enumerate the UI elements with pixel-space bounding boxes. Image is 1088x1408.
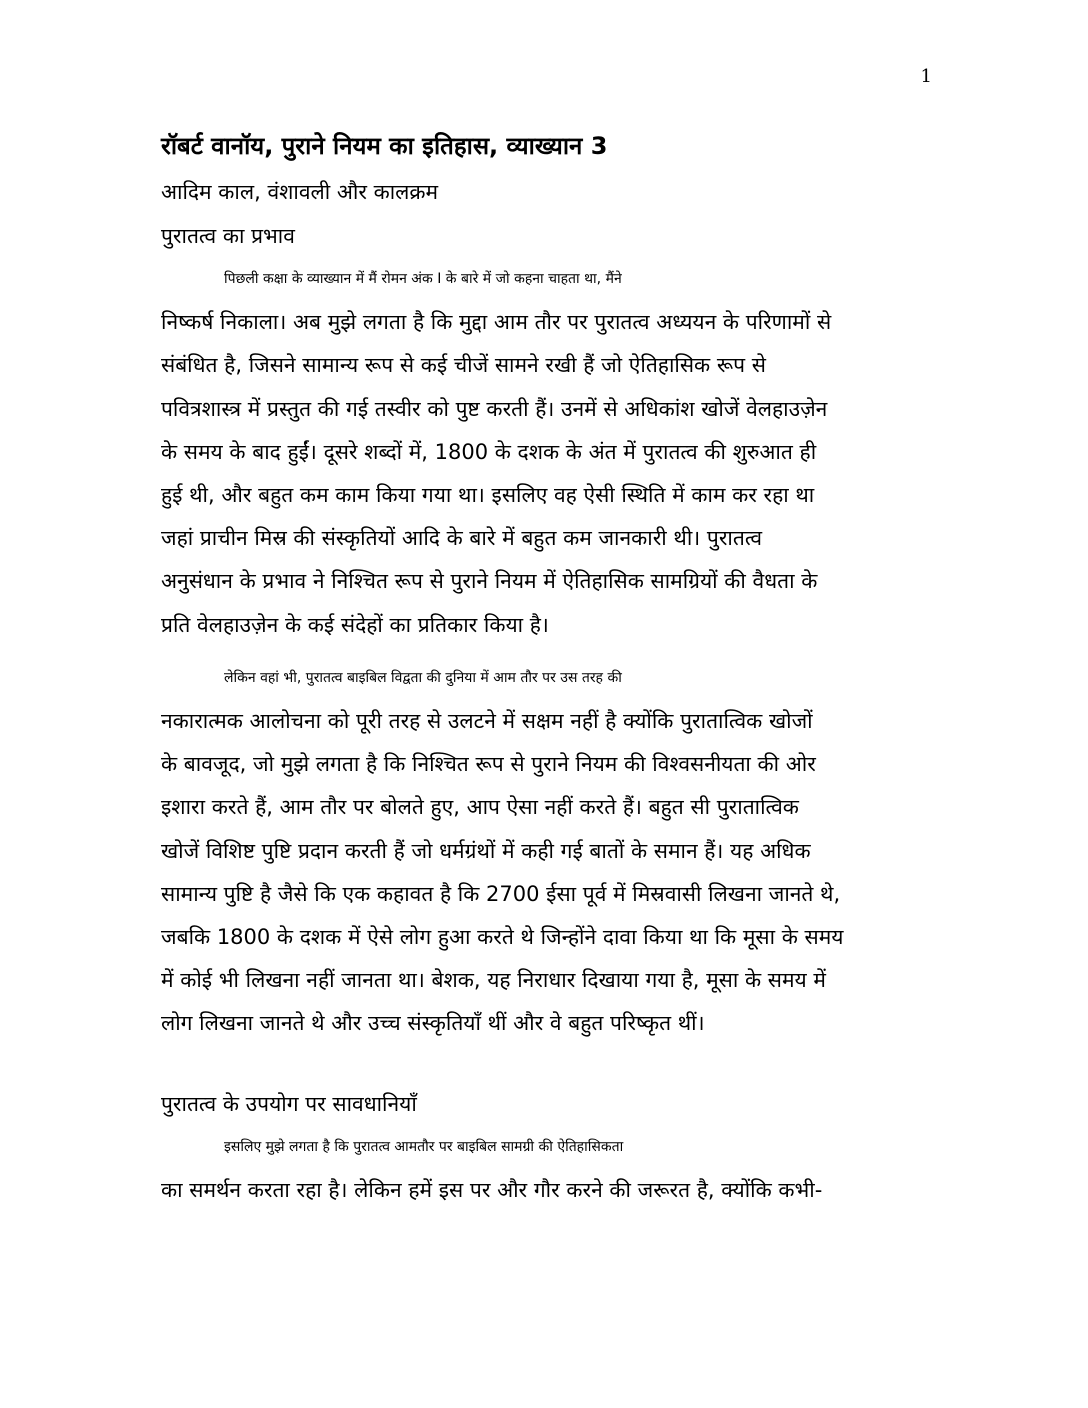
page-number: 1	[920, 66, 932, 87]
paragraph-line: पिछली कक्षा के व्याख्यान में मैं रोमन अंक I के बारे में जो कहना चाहता था, मैंने	[224, 271, 622, 287]
section-heading-cautions: पुरातत्व के उपयोग पर सावधानियाँ	[161, 1091, 417, 1116]
paragraph-line: इशारा करते हैं, आम तौर पर बोलते हुए, आप ऐसा नहीं करते हैं। बहुत सी पुरातात्विक	[161, 795, 799, 820]
paragraph-line: इसलिए मुझे लगता है कि पुरातत्व आमतौर पर बाइबिल सामग्री की ऐतिहासिकता	[224, 1138, 624, 1155]
paragraph-1	[161, 258, 931, 647]
paragraph-line: अनुसंधान के प्रभाव ने निश्चित रूप से पुराने नियम में ऐतिहासिक सामग्रियों की वैधता के	[161, 569, 818, 594]
paragraph-line: खोजें विशिष्ट पुष्टि प्रदान करती हैं जो धर्मग्रंथों में कही गई बातों के समान हैं। यह अधिक	[161, 838, 811, 863]
paragraph-line: निष्कर्ष निकाला। अब मुझे लगता है कि मुद्दा आम तौर पर पुरातत्व अध्ययन के परिणामों से	[161, 310, 832, 335]
paragraph-line: लोग लिखना जानते थे और उच्च संस्कृतियाँ थीं और वे बहुत परिष्कृत थीं।	[161, 1011, 705, 1036]
document-body	[161, 122, 931, 1212]
paragraph-line: लेकिन वहां भी, पुरातत्व बाइबिल विद्वता की दुनिया में आम तौर पर उस तरह की	[224, 669, 622, 686]
paragraph-line: जहां प्राचीन मिस्र की संस्कृतियों आदि के बारे में बहुत कम जानकारी थी। पुरातत्व	[161, 526, 763, 551]
paragraph-line: नकारात्मक आलोचना को पूरी तरह से उलटने में सक्षम नहीं है क्योंकि पुरातात्विक खोजों	[161, 709, 813, 734]
paragraph-line: पवित्रशास्त्र में प्रस्तुत की गई तस्वीर को पुष्ट करती हैं। उनमें से अधिकांश खोजें वेलहाउज़ेन	[161, 396, 828, 421]
paragraph-line: में कोई भी लिखना नहीं जानता था। बेशक, यह निराधार दिखाया गया है, मूसा के समय में	[161, 968, 826, 993]
paragraph-line: सामान्य पुष्टि है जैसे कि एक कहावत है कि 2700 ईसा पूर्व में मिस्रवासी लिखना जानते थे,	[161, 881, 841, 906]
section-heading-archaeology-impact: पुरातत्व का प्रभाव	[161, 224, 295, 248]
paragraph-line: के समय के बाद हुईं। दूसरे शब्दों में, 1800 के दशक के अंत में पुरातत्व की शुरुआत ही	[161, 439, 817, 464]
document-title: रॉबर्ट वानॉय, पुराने नियम का इतिहास, व्याख्यान 3	[161, 132, 608, 160]
paragraph-line: जबकि 1800 के दशक में ऐसे लोग हुआ करते थे जिन्होंने दावा किया था कि मूसा के समय	[161, 925, 844, 950]
document-subtitle: आदिम काल, वंशावली और कालक्रम	[161, 180, 439, 204]
paragraph-line: हुई थी, और बहुत कम काम किया गया था। इसलिए वह ऐसी स्थिति में काम कर रहा था	[161, 483, 815, 508]
paragraph-line: संबंधित है, जिसने सामान्य रूप से कई चीजें सामने रखी हैं जो ऐतिहासिक रूप से	[161, 353, 766, 378]
paragraph-line: का समर्थन करता रहा है। लेकिन हमें इस पर और गौर करने की जरूरत है, क्योंकि कभी-	[161, 1177, 823, 1202]
paragraph-3	[161, 1126, 931, 1212]
paragraph-2	[161, 657, 931, 1046]
paragraph-line: प्रति वेलहाउज़ेन के कई संदेहों का प्रतिकार किया है।	[161, 612, 549, 637]
paragraph-line: के बावजूद, जो मुझे लगता है कि निश्चित रूप से पुराने नियम की विश्वसनीयता की ओर	[161, 752, 816, 777]
